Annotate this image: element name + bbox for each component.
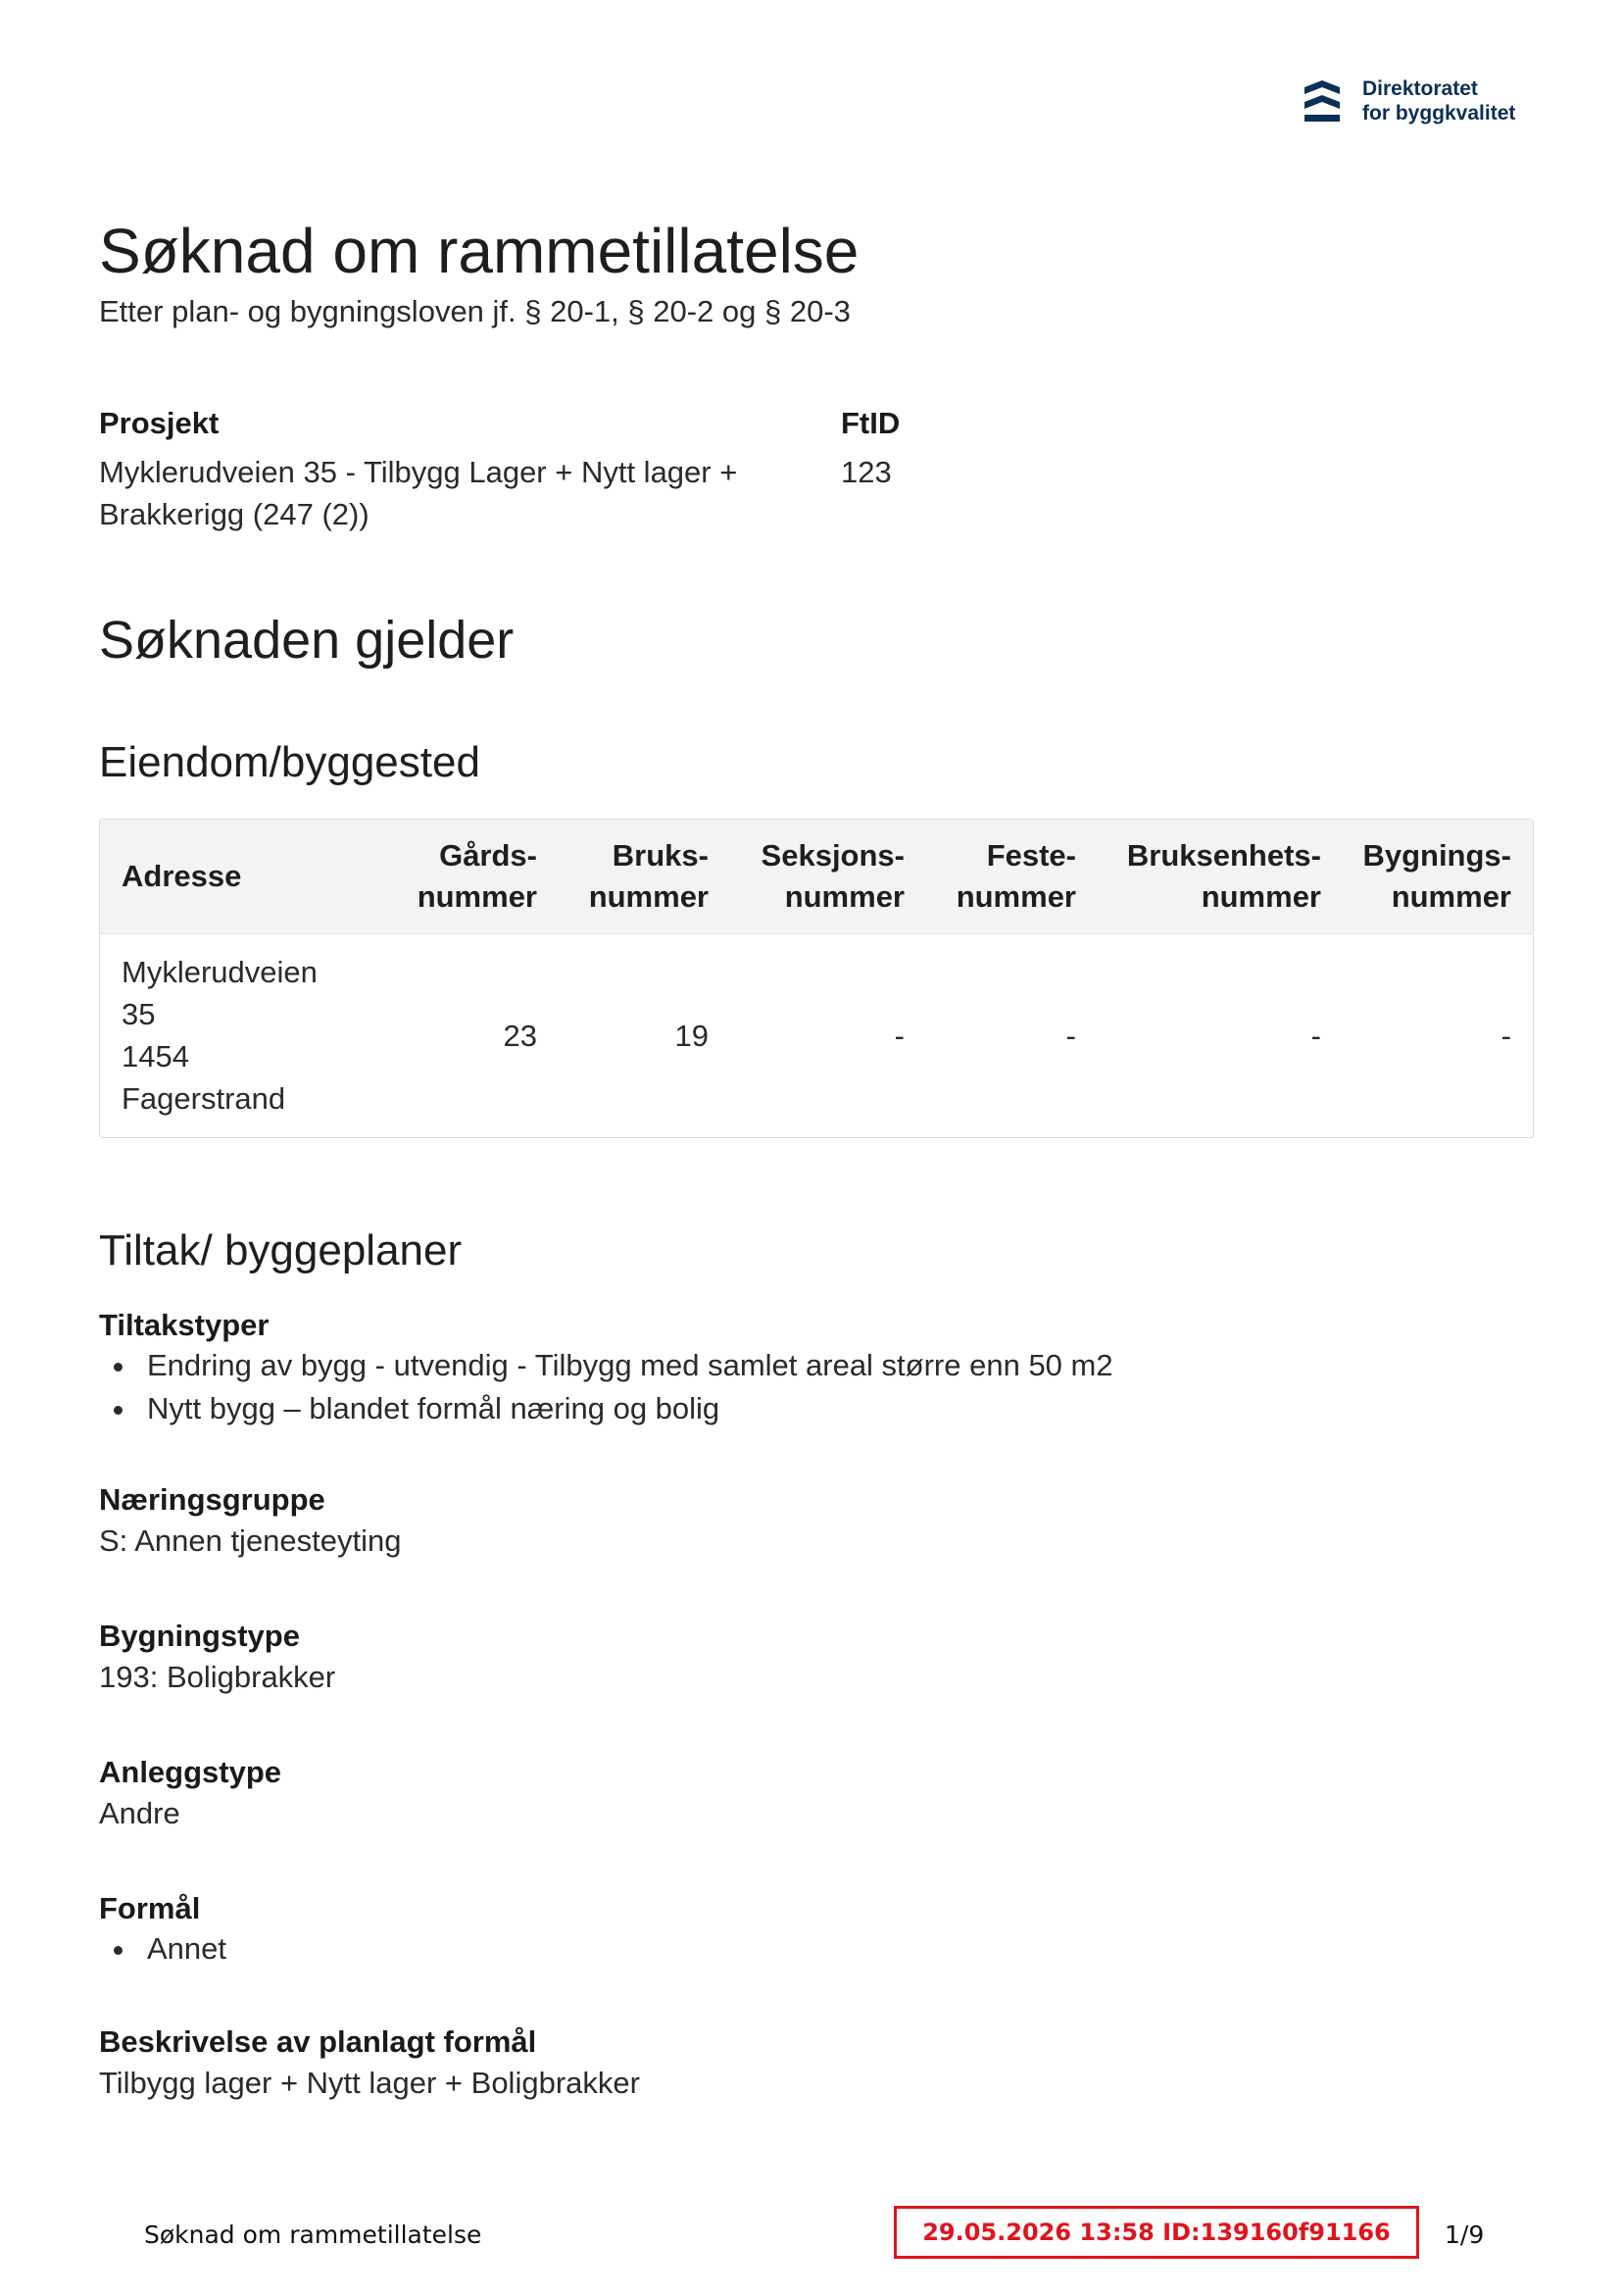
tiltakstyper-list	[99, 1344, 1471, 1430]
column-header-line-1: Seksjons-	[761, 838, 905, 873]
project-value-line-2: Brakkerigg (247 (2))	[99, 497, 369, 531]
tiltakstyper-section	[99, 1307, 1471, 1430]
cell-address	[100, 934, 387, 1137]
cell-bruksnummer: 19	[559, 934, 730, 1137]
column-header-line-2: nummer	[588, 879, 709, 914]
project-label: Prosjekt	[99, 406, 220, 440]
column-header-line-2: nummer	[417, 879, 537, 914]
anleggstype-value: Andre	[99, 1796, 180, 1830]
table-header-row	[100, 820, 1533, 934]
footer-document-title: Søknad om rammetillatelse	[144, 2221, 482, 2249]
address-line: Myklerudveien	[122, 955, 318, 989]
table-row	[100, 934, 1533, 1137]
list-item: Nytt bygg – blandet formål næring og bolig	[99, 1387, 1471, 1430]
bygningstype-section	[99, 1618, 1471, 1700]
cell-bygningsnummer: -	[1343, 934, 1533, 1137]
column-header-bruksnummer	[559, 820, 730, 934]
column-header-line-1: Bygnings-	[1362, 838, 1511, 873]
brand-logo	[1302, 76, 1515, 125]
cell-bruksenhetsnummer: -	[1098, 934, 1343, 1137]
logo-line-1: Direktoratet	[1362, 77, 1478, 100]
column-header-line-1: Bruks-	[612, 838, 709, 873]
naeringsgruppe-label: Næringsgruppe	[99, 1482, 325, 1517]
list-item: Endring av bygg - utvendig - Tilbygg med samlet areal større enn 50 m2	[99, 1344, 1471, 1387]
cell-festenummer: -	[926, 934, 1098, 1137]
column-header-festenummer	[926, 820, 1098, 934]
column-header-line-1: Gårds-	[439, 838, 537, 873]
address-line: 35	[122, 997, 156, 1031]
column-header-line-2: nummer	[784, 879, 905, 914]
naeringsgruppe-value: S: Annen tjenesteyting	[99, 1523, 402, 1558]
column-header-line-2: nummer	[956, 879, 1076, 914]
cell-seksjonsnummer: -	[730, 934, 926, 1137]
ftid-value: 123	[841, 455, 892, 489]
naeringsgruppe-section	[99, 1481, 1471, 1564]
column-header-line-2: nummer	[1201, 879, 1321, 914]
logo-line-2: for byggkvalitet	[1362, 102, 1516, 125]
column-header-label: Adresse	[122, 859, 242, 893]
anleggstype-section	[99, 1754, 1471, 1836]
bygningstype-label: Bygningstype	[99, 1619, 300, 1653]
formal-section	[99, 1890, 1471, 1971]
project-value-line-1: Myklerudveien 35 - Tilbygg Lager + Nytt lager +	[99, 455, 738, 489]
column-header-seksjonsnummer	[730, 820, 926, 934]
column-header-line-1: Bruksenhets-	[1126, 838, 1321, 873]
property-table	[99, 819, 1534, 1138]
section-heading: Søknaden gjelder	[99, 611, 515, 670]
property-heading: Eiendom/byggested	[99, 738, 480, 786]
tiltak-heading: Tiltak/ byggeplaner	[99, 1226, 463, 1274]
column-header-bygningsnummer	[1343, 820, 1533, 934]
formal-list	[99, 1927, 1471, 1971]
stamp-text: 29.05.2026 13:58 ID:139160f91166	[922, 2219, 1391, 2246]
tiltakstyper-label: Tiltakstyper	[99, 1308, 270, 1342]
page-title: Søknad om rammetillatelse	[99, 216, 860, 286]
page-number: 1/9	[1445, 2221, 1485, 2249]
address-line: 1454	[122, 1039, 189, 1073]
column-header-line-2: nummer	[1391, 879, 1511, 914]
anleggstype-label: Anleggstype	[99, 1755, 282, 1789]
address-line: Fagerstrand	[122, 1081, 286, 1116]
ftid-label: FtID	[841, 406, 901, 440]
timestamp-id-stamp	[894, 2206, 1419, 2259]
beskrivelse-value: Tilbygg lager + Nytt lager + Boligbrakker	[99, 2066, 640, 2100]
dibk-chevron-logo-icon	[1302, 77, 1343, 125]
page-subtitle: Etter plan- og bygningsloven jf. § 20-1, § 20-2 og § 20-3	[99, 294, 851, 328]
column-header-adresse	[100, 820, 387, 934]
column-header-bruksenhetsnummer	[1098, 820, 1343, 934]
beskrivelse-section	[99, 2023, 1471, 2106]
formal-label: Formål	[99, 1891, 201, 1925]
column-header-line-1: Feste-	[986, 838, 1076, 873]
bygningstype-value: 193: Boligbrakker	[99, 1660, 336, 1694]
cell-gardsnummer: 23	[387, 934, 559, 1137]
list-item: Annet	[99, 1927, 1471, 1971]
logo-wordmark	[1362, 76, 1515, 125]
beskrivelse-label: Beskrivelse av planlagt formål	[99, 2024, 537, 2059]
column-header-gardsnummer	[387, 820, 559, 934]
project-value	[99, 451, 785, 535]
